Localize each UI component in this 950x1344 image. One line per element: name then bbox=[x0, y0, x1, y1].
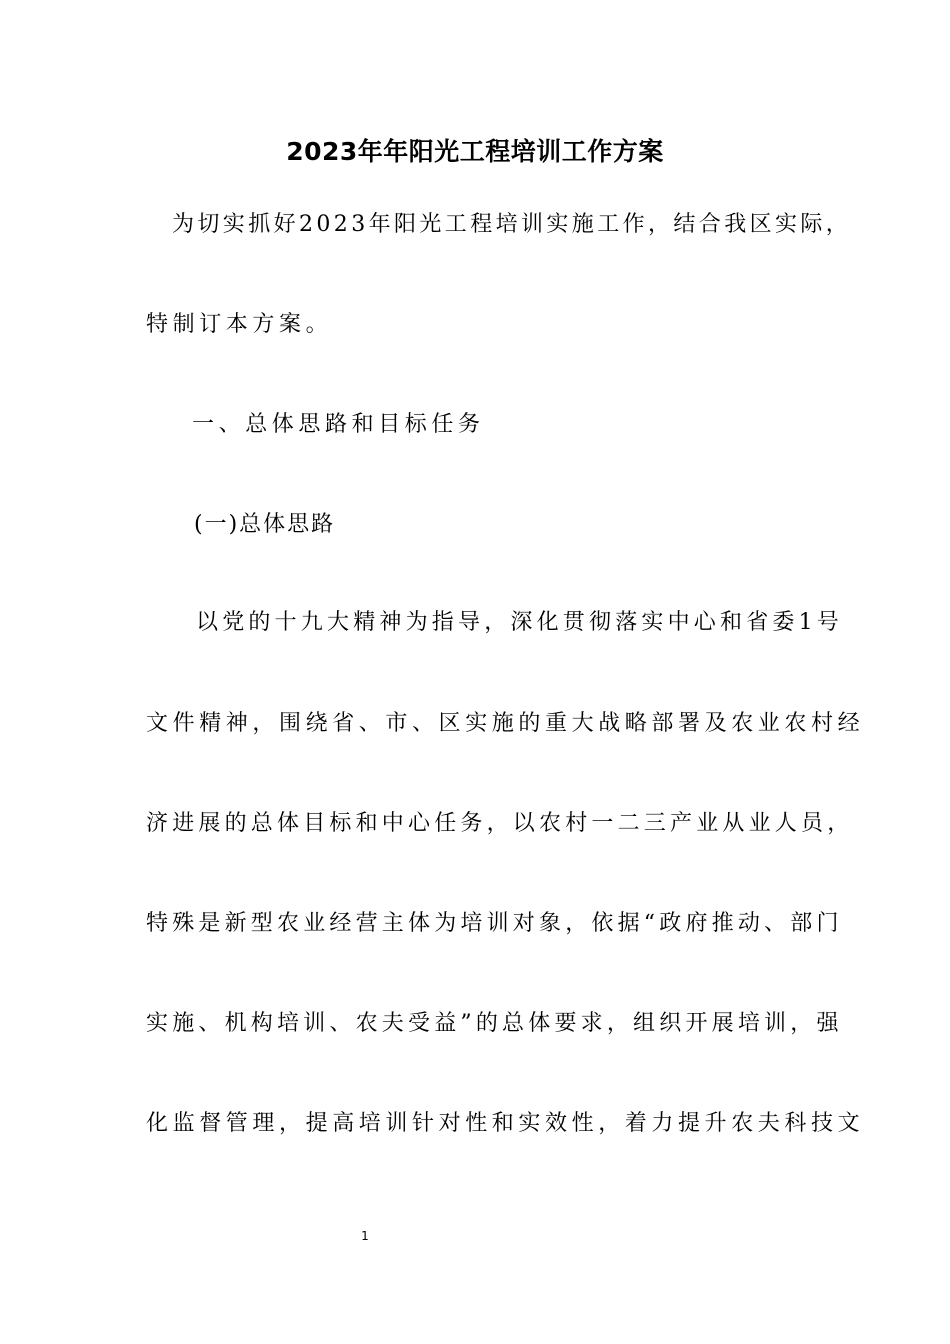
paragraph-line: 济进展的总体目标和中心任务，以农村一二三产业从业人员， bbox=[146, 811, 854, 836]
document-title: 2023年年阳光工程培训工作方案 bbox=[286, 137, 664, 166]
paragraph-line: 实施、机构培训、农夫受益”的总体要求，组织开展培训，强 bbox=[146, 1011, 843, 1036]
section-heading: 一、总体思路和目标任务 bbox=[192, 412, 485, 437]
page-number: 1 bbox=[361, 1229, 369, 1243]
paragraph-line: 为切实抓好2023年阳光工程培训实施工作，结合我区实际， bbox=[172, 212, 852, 237]
paragraph-line: 特制订本方案。 bbox=[146, 312, 333, 337]
paragraph-line: 以党的十九大精神为指导，深化贯彻落实中心和省委1号 bbox=[196, 610, 843, 635]
paragraph-line: 化监督管理，提高培训针对性和实效性，着力提升农夫科技文 bbox=[146, 1111, 865, 1136]
paragraph-line: 文件精神，围绕省、市、区实施的重大战略部署及农业农村经 bbox=[146, 711, 865, 736]
subsection-heading: (一)总体思路 bbox=[194, 512, 336, 537]
paragraph-line: 特殊是新型农业经营主体为培训对象，依据“政府推动、部门 bbox=[146, 911, 843, 936]
